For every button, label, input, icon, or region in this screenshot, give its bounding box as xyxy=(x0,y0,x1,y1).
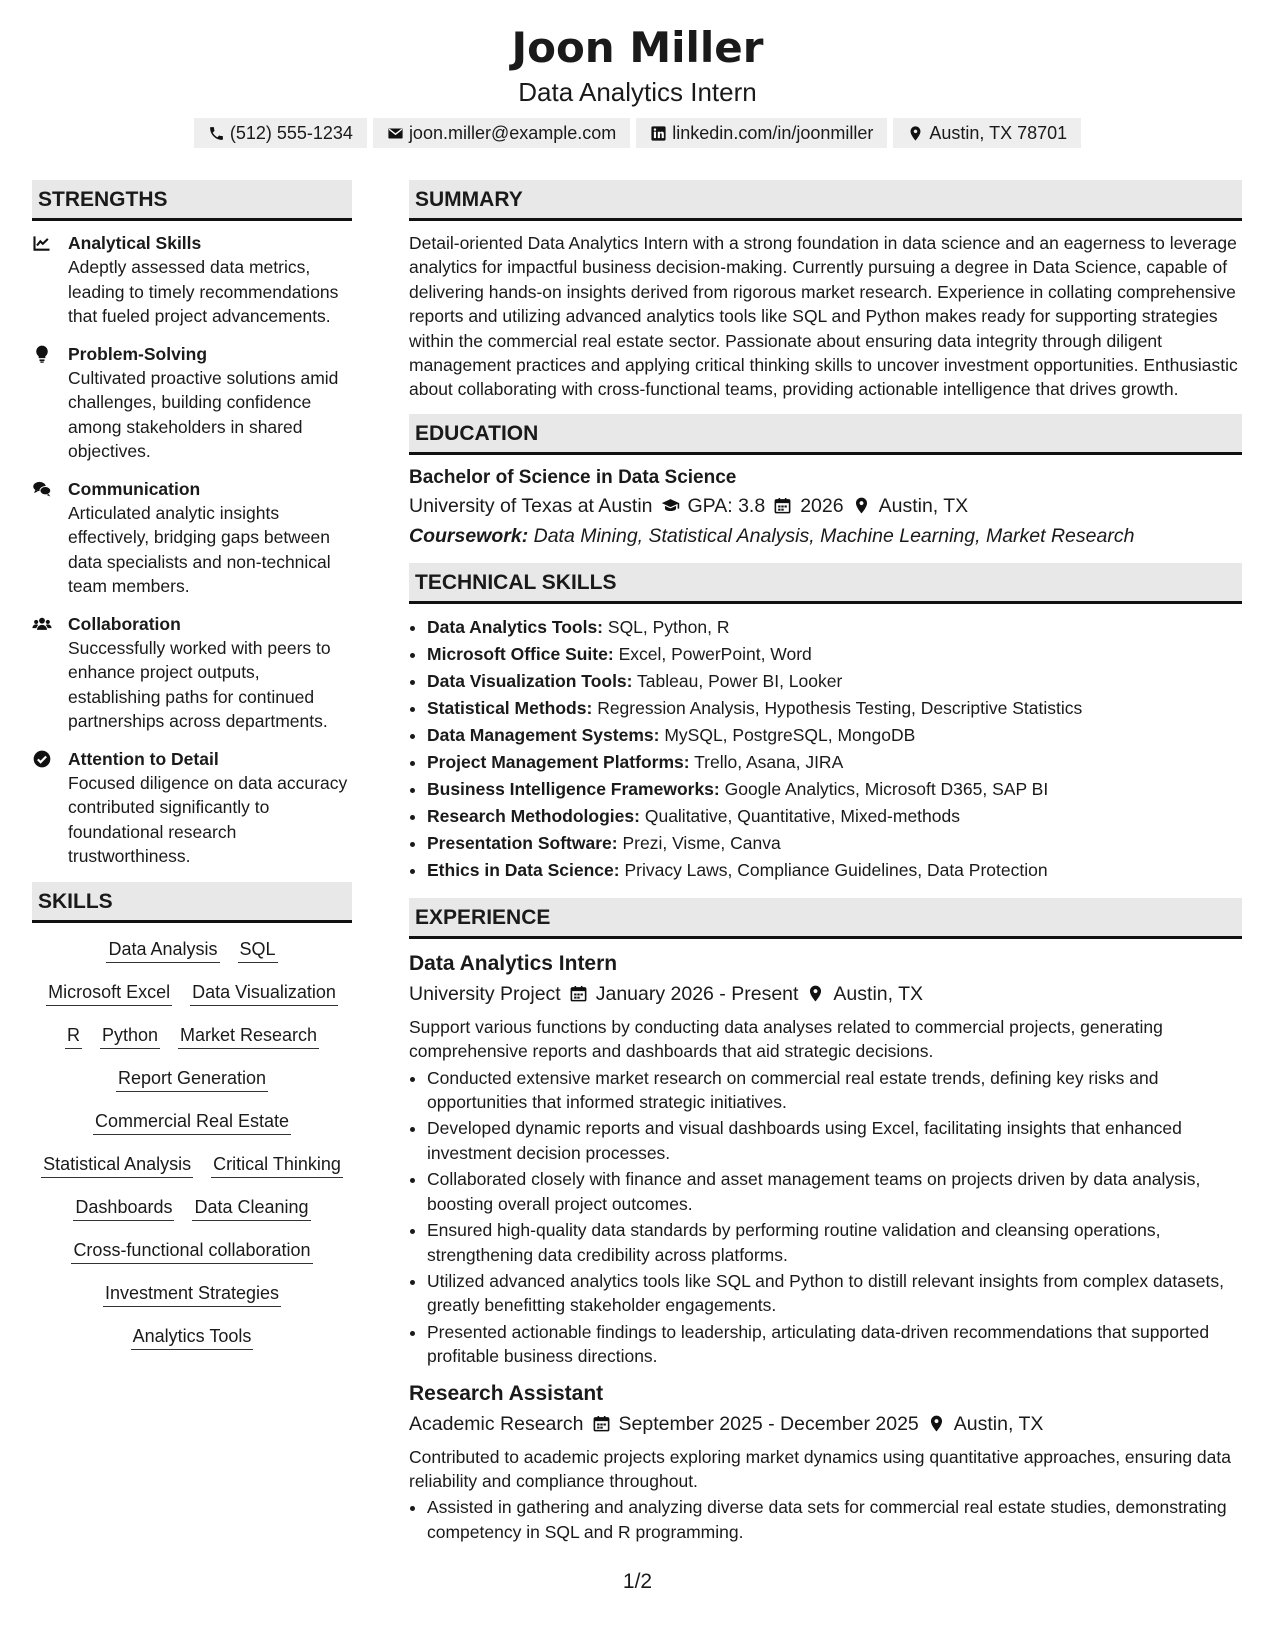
tech-label: Data Management Systems: xyxy=(427,724,660,745)
line-chart-icon xyxy=(32,233,52,253)
education-location: Austin, TX xyxy=(878,494,969,517)
calendar-icon xyxy=(569,984,588,1003)
job-desc: Contributed to academic projects exploring market dynamics using quantitative approaches, ensuring data reliability and compliance throughout. xyxy=(409,1446,1231,1491)
list-item: • Developed dynamic reports and visual dashboards using Excel, facilitating insights that enhanced investment decision processes. xyxy=(427,1116,1242,1165)
tech-label: Research Methodologies: xyxy=(427,805,640,826)
strength-desc: Cultivated proactive solutions amid challenges, building confidence among stakeholders in shared objectives. xyxy=(68,367,339,461)
list-item: • Assisted in gathering and analyzing diverse data sets for commercial real estate studies, demonstrating competency in SQL and R programming. xyxy=(427,1495,1242,1544)
job-dates: September 2025 - December 2025 xyxy=(618,1412,919,1435)
technical-skills-list xyxy=(409,614,1242,884)
tech-value: Regression Analysis, Hypothesis Testing, Descriptive Statistics xyxy=(597,697,1083,718)
strength-title: Problem-Solving xyxy=(68,343,208,364)
strengths-heading: STRENGTHS xyxy=(32,180,352,221)
tech-label: Presentation Software: xyxy=(427,832,618,853)
tech-value: Trello, Asana, JIRA xyxy=(694,751,844,772)
list-item xyxy=(427,668,1242,695)
graduation-cap-icon xyxy=(661,496,680,515)
experience-heading: EXPERIENCE xyxy=(409,898,1242,939)
technical-skills-heading: TECHNICAL SKILLS xyxy=(409,563,1242,604)
list-item xyxy=(427,695,1242,722)
strength-desc: Focused diligence on data accuracy contributed significantly to foundational research trustworthiness. xyxy=(68,772,348,866)
strength-title: Communication xyxy=(68,478,201,499)
candidate-name: Joon Miller xyxy=(511,23,764,72)
job-meta xyxy=(409,1409,1242,1439)
strength-desc: Adeptly assessed data metrics, leading to timely recommendations that fueled project advancements. xyxy=(68,257,339,326)
skill-tag: Dashboards xyxy=(73,1195,174,1221)
skills-list xyxy=(32,933,352,1350)
job-dates: January 2026 - Present xyxy=(595,982,799,1005)
skill-tag: SQL xyxy=(238,937,278,963)
strength-item xyxy=(32,747,352,869)
list-item xyxy=(427,641,1242,668)
job-org: University Project xyxy=(409,982,561,1005)
location-pin-icon xyxy=(806,984,825,1003)
linkedin-icon xyxy=(650,125,667,142)
phone-icon xyxy=(208,125,225,142)
tech-value: Prezi, Visme, Canva xyxy=(622,832,781,853)
skill-tag: Critical Thinking xyxy=(211,1152,343,1178)
coursework-list: Data Mining, Statistical Analysis, Machine Learning, Market Research xyxy=(533,524,1135,547)
strength-title: Analytical Skills xyxy=(68,233,202,253)
skills-heading: SKILLS xyxy=(32,882,352,923)
job-entry xyxy=(409,1379,1242,1545)
contact-email[interactable] xyxy=(373,118,630,148)
skill-tag: Statistical Analysis xyxy=(41,1152,193,1178)
job-bullets xyxy=(409,1066,1242,1369)
education-heading: EDUCATION xyxy=(409,414,1242,455)
contact-location-text: Austin, TX 78701 xyxy=(929,123,1068,143)
skill-tag: Python xyxy=(100,1023,160,1049)
contact-phone-text: (512) 555-1234 xyxy=(229,123,353,143)
education-degree: Bachelor of Science in Data Science xyxy=(409,466,737,488)
tech-value: Google Analytics, Microsoft D365, SAP BI xyxy=(724,778,1049,799)
tech-label: Statistical Methods: xyxy=(427,697,593,718)
education-school: University of Texas at Austin xyxy=(409,494,653,517)
tech-value: Tableau, Power BI, Looker xyxy=(637,670,843,691)
left-column xyxy=(32,180,352,1350)
contact-bar xyxy=(0,118,1275,148)
calendar-icon xyxy=(592,1414,611,1433)
list-item xyxy=(427,776,1242,803)
check-circle-icon xyxy=(32,749,52,769)
candidate-title: Data Analytics Intern xyxy=(518,77,757,107)
lightbulb-icon xyxy=(32,344,52,364)
strength-item xyxy=(32,477,352,599)
tech-label: Data Analytics Tools: xyxy=(427,616,604,637)
tech-value: SQL, Python, R xyxy=(607,616,730,637)
tech-label: Business Intelligence Frameworks: xyxy=(427,778,720,799)
job-desc: Support various functions by conducting data analyses related to commercial projects, generating comprehensive reports and dashboards that aid strategic decisions. xyxy=(409,1016,1163,1062)
skill-tag: R xyxy=(65,1023,82,1049)
strength-item xyxy=(32,231,352,329)
skill-tag: Data Visualization xyxy=(190,980,338,1006)
skill-tag: Report Generation xyxy=(116,1066,268,1092)
job-org: Academic Research xyxy=(409,1412,584,1435)
job-bullets xyxy=(409,1495,1242,1544)
skill-tag: Data Cleaning xyxy=(192,1195,310,1221)
resume-header xyxy=(0,22,1275,148)
strength-title: Attention to Detail xyxy=(68,748,219,769)
location-pin-icon xyxy=(927,1414,946,1433)
skill-tag: Analytics Tools xyxy=(131,1324,254,1350)
summary-heading: SUMMARY xyxy=(409,180,1242,221)
tech-value: Privacy Laws, Compliance Guidelines, Data Protection xyxy=(624,859,1048,880)
contact-location xyxy=(893,118,1081,148)
education-meta xyxy=(409,491,1242,521)
tech-label: Microsoft Office Suite: xyxy=(427,643,614,664)
contact-linkedin[interactable] xyxy=(636,118,887,148)
list-item xyxy=(427,614,1242,641)
contact-linkedin-text: linkedin.com/in/joonmiller xyxy=(672,123,874,143)
skill-tag: Market Research xyxy=(178,1023,319,1049)
skill-tag: Investment Strategies xyxy=(103,1281,281,1307)
strength-title: Collaboration xyxy=(68,613,181,634)
job-title: Data Analytics Intern xyxy=(409,951,618,975)
list-item xyxy=(427,830,1242,857)
job-entry xyxy=(409,949,1242,1369)
tech-label: Project Management Platforms: xyxy=(427,751,690,772)
strength-item xyxy=(32,342,352,464)
job-title: Research Assistant xyxy=(409,1381,604,1405)
strength-desc: Articulated analytic insights effectively, bridging gaps between data specialists and non-technical team members. xyxy=(68,502,331,596)
list-item: • Utilized advanced analytics tools like SQL and Python to distill relevant insights from complex datasets, greatly benefitting stakeholder engagements. xyxy=(427,1269,1242,1318)
calendar-icon xyxy=(773,496,792,515)
location-pin-icon xyxy=(852,496,871,515)
skill-tag: Cross-functional collaboration xyxy=(71,1238,312,1264)
tech-label: Data Visualization Tools: xyxy=(427,670,633,691)
skill-tag: Microsoft Excel xyxy=(46,980,172,1006)
education-year: 2026 xyxy=(800,494,844,517)
location-pin-icon xyxy=(907,125,924,142)
strength-item xyxy=(32,612,352,734)
education-coursework xyxy=(409,521,1242,551)
strength-desc: Successfully worked with peers to enhance project outputs, establishing paths for continued partnerships across departments. xyxy=(68,637,331,731)
coursework-label: Coursework: xyxy=(409,524,529,547)
comments-icon xyxy=(32,479,52,499)
skill-tag: Data Analysis xyxy=(106,937,219,963)
tech-value: MySQL, PostgreSQL, MongoDB xyxy=(664,724,916,745)
list-item xyxy=(427,722,1242,749)
list-item xyxy=(427,857,1242,884)
job-location: Austin, TX xyxy=(833,982,924,1005)
list-item xyxy=(427,749,1242,776)
tech-label: Ethics in Data Science: xyxy=(427,859,620,880)
list-item: • Conducted extensive market research on commercial real estate trends, defining key risks and opportunities that informed strategic initiatives. xyxy=(427,1066,1242,1115)
list-item: • Presented actionable findings to leadership, articulating data-driven recommendations that supported profitable business directions. xyxy=(427,1320,1242,1369)
contact-email-text: joon.miller@example.com xyxy=(408,123,617,143)
education-gpa: GPA: 3.8 xyxy=(687,494,766,517)
tech-value: Excel, PowerPoint, Word xyxy=(618,643,812,664)
right-column xyxy=(409,180,1242,1554)
tech-value: Qualitative, Quantitative, Mixed-methods xyxy=(644,805,960,826)
envelope-icon xyxy=(387,125,404,142)
skill-tag: Commercial Real Estate xyxy=(93,1109,291,1135)
contact-phone xyxy=(194,118,367,148)
users-icon xyxy=(32,614,52,634)
page-number: 1/2 xyxy=(622,1570,653,1593)
job-location: Austin, TX xyxy=(953,1412,1044,1435)
list-item: • Ensured high-quality data standards by performing routine validation and cleansing operations, strengthening data credibility across platforms. xyxy=(427,1218,1242,1267)
list-item xyxy=(427,803,1242,830)
job-meta xyxy=(409,979,1242,1009)
summary-text: Detail-oriented Data Analytics Intern with a strong foundation in data science and an eagerness to leverage analytics for impactful business decision-making. Currently pursuing a degree in Data Science, capable of delivering hands-on insights derived from rigorous market research. Experience in collating comprehensive reports and utilizing advanced analytics tools like SQL and Python makes ready for supporting strategies within the commercial real estate sector. Passionate about ensuring data integrity through diligent management practices and applying critical thinking skills to uncover investment opportunities. Enthusiastic about collaborating with cross-functional teams, providing actionable intelligence that drives growth. xyxy=(409,233,1238,400)
list-item: • Collaborated closely with finance and asset management teams on projects driven by data analysis, boosting overall project outcomes. xyxy=(427,1167,1242,1216)
